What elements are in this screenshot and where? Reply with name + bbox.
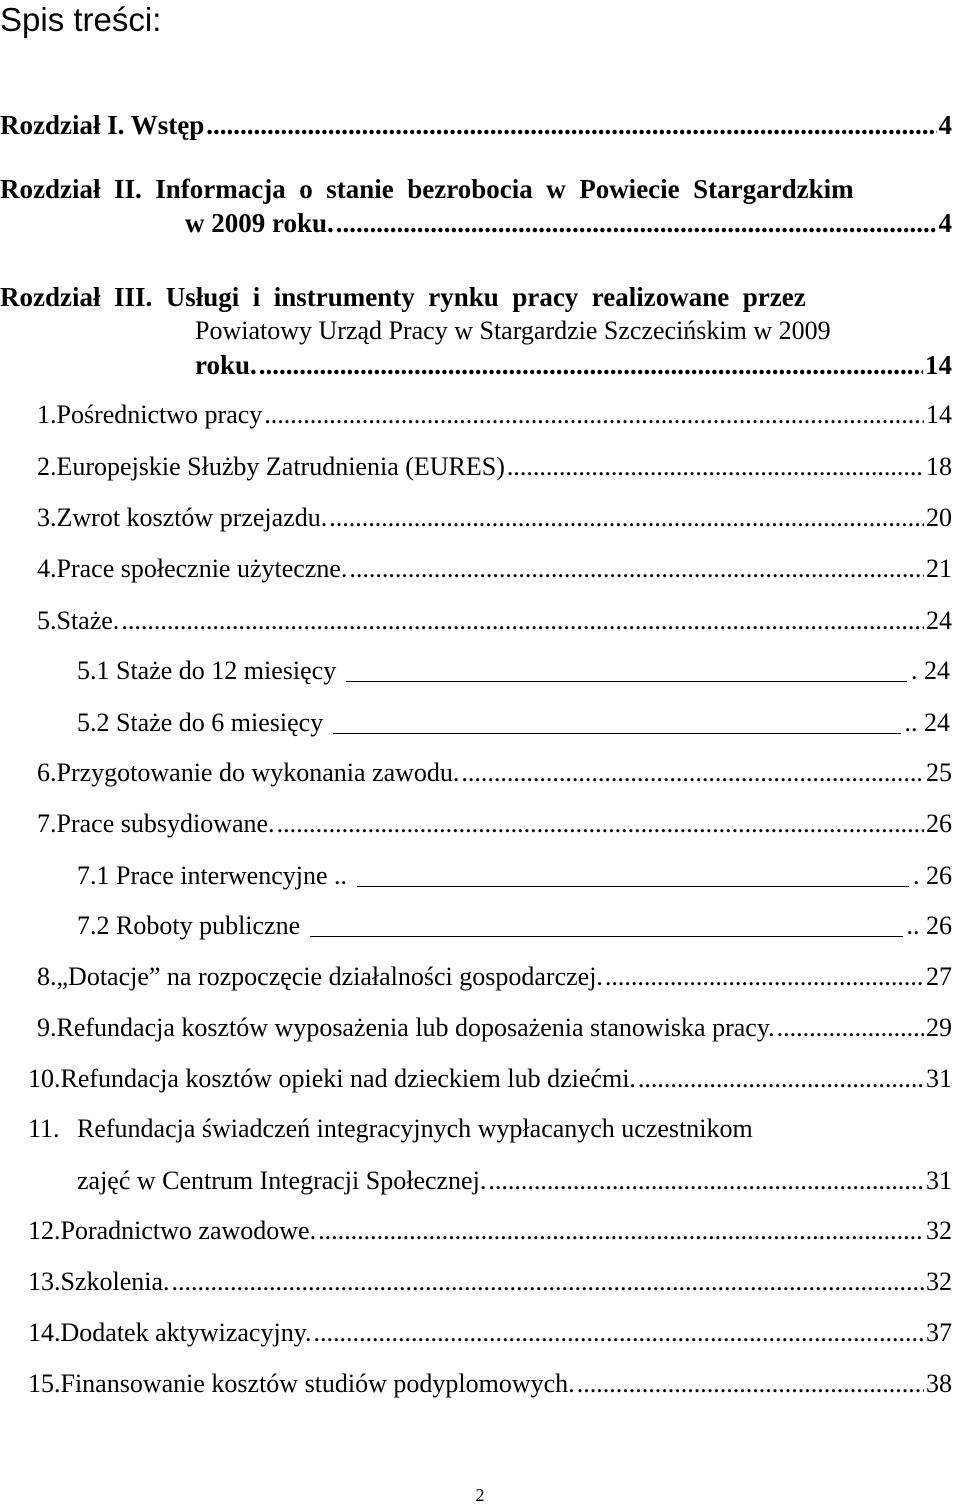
dot-leader — [507, 452, 924, 482]
toc-entry-15[interactable] — [28, 1363, 952, 1399]
toc-page-number: . 26 — [913, 861, 952, 890]
toc-entry-7-2[interactable] — [77, 905, 952, 941]
dot-leader — [206, 110, 936, 140]
toc-page-number: 24 — [926, 606, 952, 635]
dot-leader — [349, 554, 924, 584]
toc-entry-number: 5. — [37, 606, 57, 635]
dot-leader — [277, 809, 924, 839]
toc-chapter-3-line1[interactable] — [0, 276, 952, 312]
toc-entry-number: 6. — [37, 758, 57, 787]
toc-entry-text: w 2009 roku. — [185, 208, 334, 238]
toc-entry-5-1[interactable] — [77, 650, 950, 686]
toc-entry-3[interactable] — [37, 497, 952, 533]
toc-entry-text: Rozdział II. Informacja o stanie bezrobocia w Powiecie Stargardzkim — [0, 174, 854, 204]
toc-entry-text: Rozdział I. Wstęp — [0, 110, 205, 140]
toc-entry-number: 9. — [37, 1013, 57, 1042]
toc-page-number: 32 — [926, 1267, 952, 1296]
toc-page-number: 26 — [926, 809, 952, 838]
toc-entry-text: Prace społecznie użyteczne. — [56, 554, 348, 583]
toc-chapter-2-line1[interactable] — [0, 168, 952, 204]
toc-entry-number: 11. — [28, 1114, 60, 1143]
toc-entry-text: Rozdział III. Usługi i instrumenty rynku pracy realizowane przez — [0, 282, 806, 312]
toc-entry-text: Refundacja kosztów wyposażenia lub doposażenia stanowiska pracy. — [56, 1013, 775, 1042]
dot-leader — [314, 1318, 925, 1348]
page-title: Spis treści: — [0, 1, 162, 38]
toc-entry-10[interactable] — [28, 1058, 952, 1094]
toc-entry-text: Pośrednictwo pracy — [56, 400, 263, 429]
underline-leader — [357, 886, 909, 887]
toc-chapter-2-line2[interactable] — [185, 202, 952, 238]
toc-chapter-3-line3[interactable] — [195, 344, 952, 380]
toc-entry-text: Refundacja kosztów opieki nad dzieckiem lub dziećmi. — [60, 1064, 636, 1093]
toc-entry-text: zajęć w Centrum Integracji Społecznej. — [77, 1166, 487, 1195]
toc-page-number: 25 — [926, 758, 952, 787]
toc-entry-text: Dodatek aktywizacyjny. — [60, 1318, 312, 1347]
dot-leader — [318, 1216, 924, 1246]
dot-leader — [777, 1013, 924, 1043]
underline-leader — [310, 936, 902, 937]
toc-entry-number: 13. — [28, 1267, 61, 1296]
toc-entry-4[interactable] — [37, 548, 952, 584]
toc-page-number: . 24 — [911, 656, 950, 685]
toc-page-number: 21 — [926, 554, 952, 583]
toc-entry-11-line2[interactable] — [77, 1160, 952, 1196]
toc-page-number: 14 — [925, 350, 952, 380]
toc-entry-13[interactable] — [28, 1261, 952, 1297]
toc-entry-number: 15. — [28, 1369, 61, 1398]
toc-entry-number: 12. — [28, 1216, 61, 1245]
dot-leader — [121, 606, 924, 636]
toc-entry-text: 5.2 Staże do 6 miesięcy — [77, 708, 324, 737]
dot-leader — [264, 400, 924, 430]
toc-page-number: 4 — [938, 208, 952, 238]
toc-entry-5[interactable] — [37, 600, 952, 636]
toc-page-number: 29 — [926, 1013, 952, 1042]
toc-entry-text: Staże. — [56, 606, 120, 635]
toc-entry-text: Powiatowy Urząd Pracy w Stargardzie Szczecińskim w 2009 — [195, 316, 831, 345]
toc-entry-text: „Dotacje” na rozpoczęcie działalności gospodarczej. — [56, 962, 603, 991]
toc-entry-number: 3. — [37, 503, 57, 532]
toc-page-number: .. 24 — [904, 708, 950, 737]
toc-entry-number: 8. — [37, 962, 57, 991]
toc-entry-9[interactable] — [37, 1007, 952, 1043]
toc-page-number: .. 26 — [906, 911, 952, 940]
underline-leader — [346, 681, 907, 682]
toc-entry-text: Refundacja świadczeń integracyjnych wypłacanych uczestnikom — [77, 1114, 753, 1143]
toc-entry-number: 14. — [28, 1318, 61, 1347]
toc-entry-text: 7.1 Prace interwencyjne .. — [77, 861, 348, 890]
toc-entry-text: roku. — [195, 350, 257, 380]
toc-chapter-3-line2 — [195, 310, 952, 346]
toc-entry-text: Europejskie Służby Zatrudnienia (EURES) — [56, 452, 505, 481]
toc-page-number: 31 — [926, 1166, 952, 1195]
toc-entry-text: 7.2 Roboty publiczne — [77, 911, 301, 940]
toc-entry-7[interactable] — [37, 803, 952, 839]
toc-entry-text: Poradnictwo zawodowe. — [60, 1216, 317, 1245]
toc-page-number: 4 — [938, 110, 952, 140]
toc-entry-11-line1[interactable] — [28, 1108, 952, 1144]
dot-leader — [577, 1369, 924, 1399]
toc-entry-5-2[interactable] — [77, 702, 950, 738]
toc-entry-6[interactable] — [37, 752, 952, 788]
toc-entry-number: 2. — [37, 452, 57, 481]
toc-entry-12[interactable] — [28, 1210, 952, 1246]
toc-entry-8[interactable] — [37, 956, 952, 992]
dot-leader — [172, 1267, 924, 1297]
underline-leader — [333, 733, 900, 734]
toc-entry-14[interactable] — [28, 1312, 952, 1348]
toc-page-number: 14 — [926, 400, 952, 429]
dot-leader — [336, 208, 937, 238]
dot-leader — [605, 962, 924, 992]
toc-entry-number: 7. — [37, 809, 57, 838]
toc-entry-number: 1. — [37, 400, 57, 429]
dot-leader — [638, 1064, 924, 1094]
toc-page-number: 20 — [926, 503, 952, 532]
toc-entry-text: Przygotowanie do wykonania zawodu. — [56, 758, 460, 787]
toc-entry-text: Szkolenia. — [60, 1267, 170, 1296]
toc-entry-text: 5.1 Staże do 12 miesięcy — [77, 656, 337, 685]
toc-entry-number: 10. — [28, 1064, 61, 1093]
toc-page-number: 18 — [926, 452, 952, 481]
toc-entry-2[interactable] — [37, 446, 952, 482]
toc-entry-text: Prace subsydiowane. — [56, 809, 275, 838]
toc-entry-text: Finansowanie kosztów studiów podyplomowych. — [60, 1369, 575, 1398]
toc-entry-number: 4. — [37, 554, 57, 583]
dot-leader — [259, 350, 923, 380]
dot-leader — [461, 758, 924, 788]
toc-entry-7-1[interactable] — [77, 855, 952, 891]
toc-entry-1[interactable] — [37, 394, 952, 430]
toc-page-number: 32 — [926, 1216, 952, 1245]
toc-page-number: 38 — [926, 1369, 952, 1398]
toc-page-number: 27 — [926, 962, 952, 991]
page-number-footer: 2 — [475, 1485, 485, 1505]
toc-page-number: 37 — [926, 1318, 952, 1347]
dot-leader — [329, 503, 924, 533]
dot-leader — [488, 1166, 924, 1196]
toc-page-number: 31 — [926, 1064, 952, 1093]
toc-chapter-1[interactable] — [0, 104, 952, 140]
toc-entry-text: Zwrot kosztów przejazdu. — [56, 503, 328, 532]
